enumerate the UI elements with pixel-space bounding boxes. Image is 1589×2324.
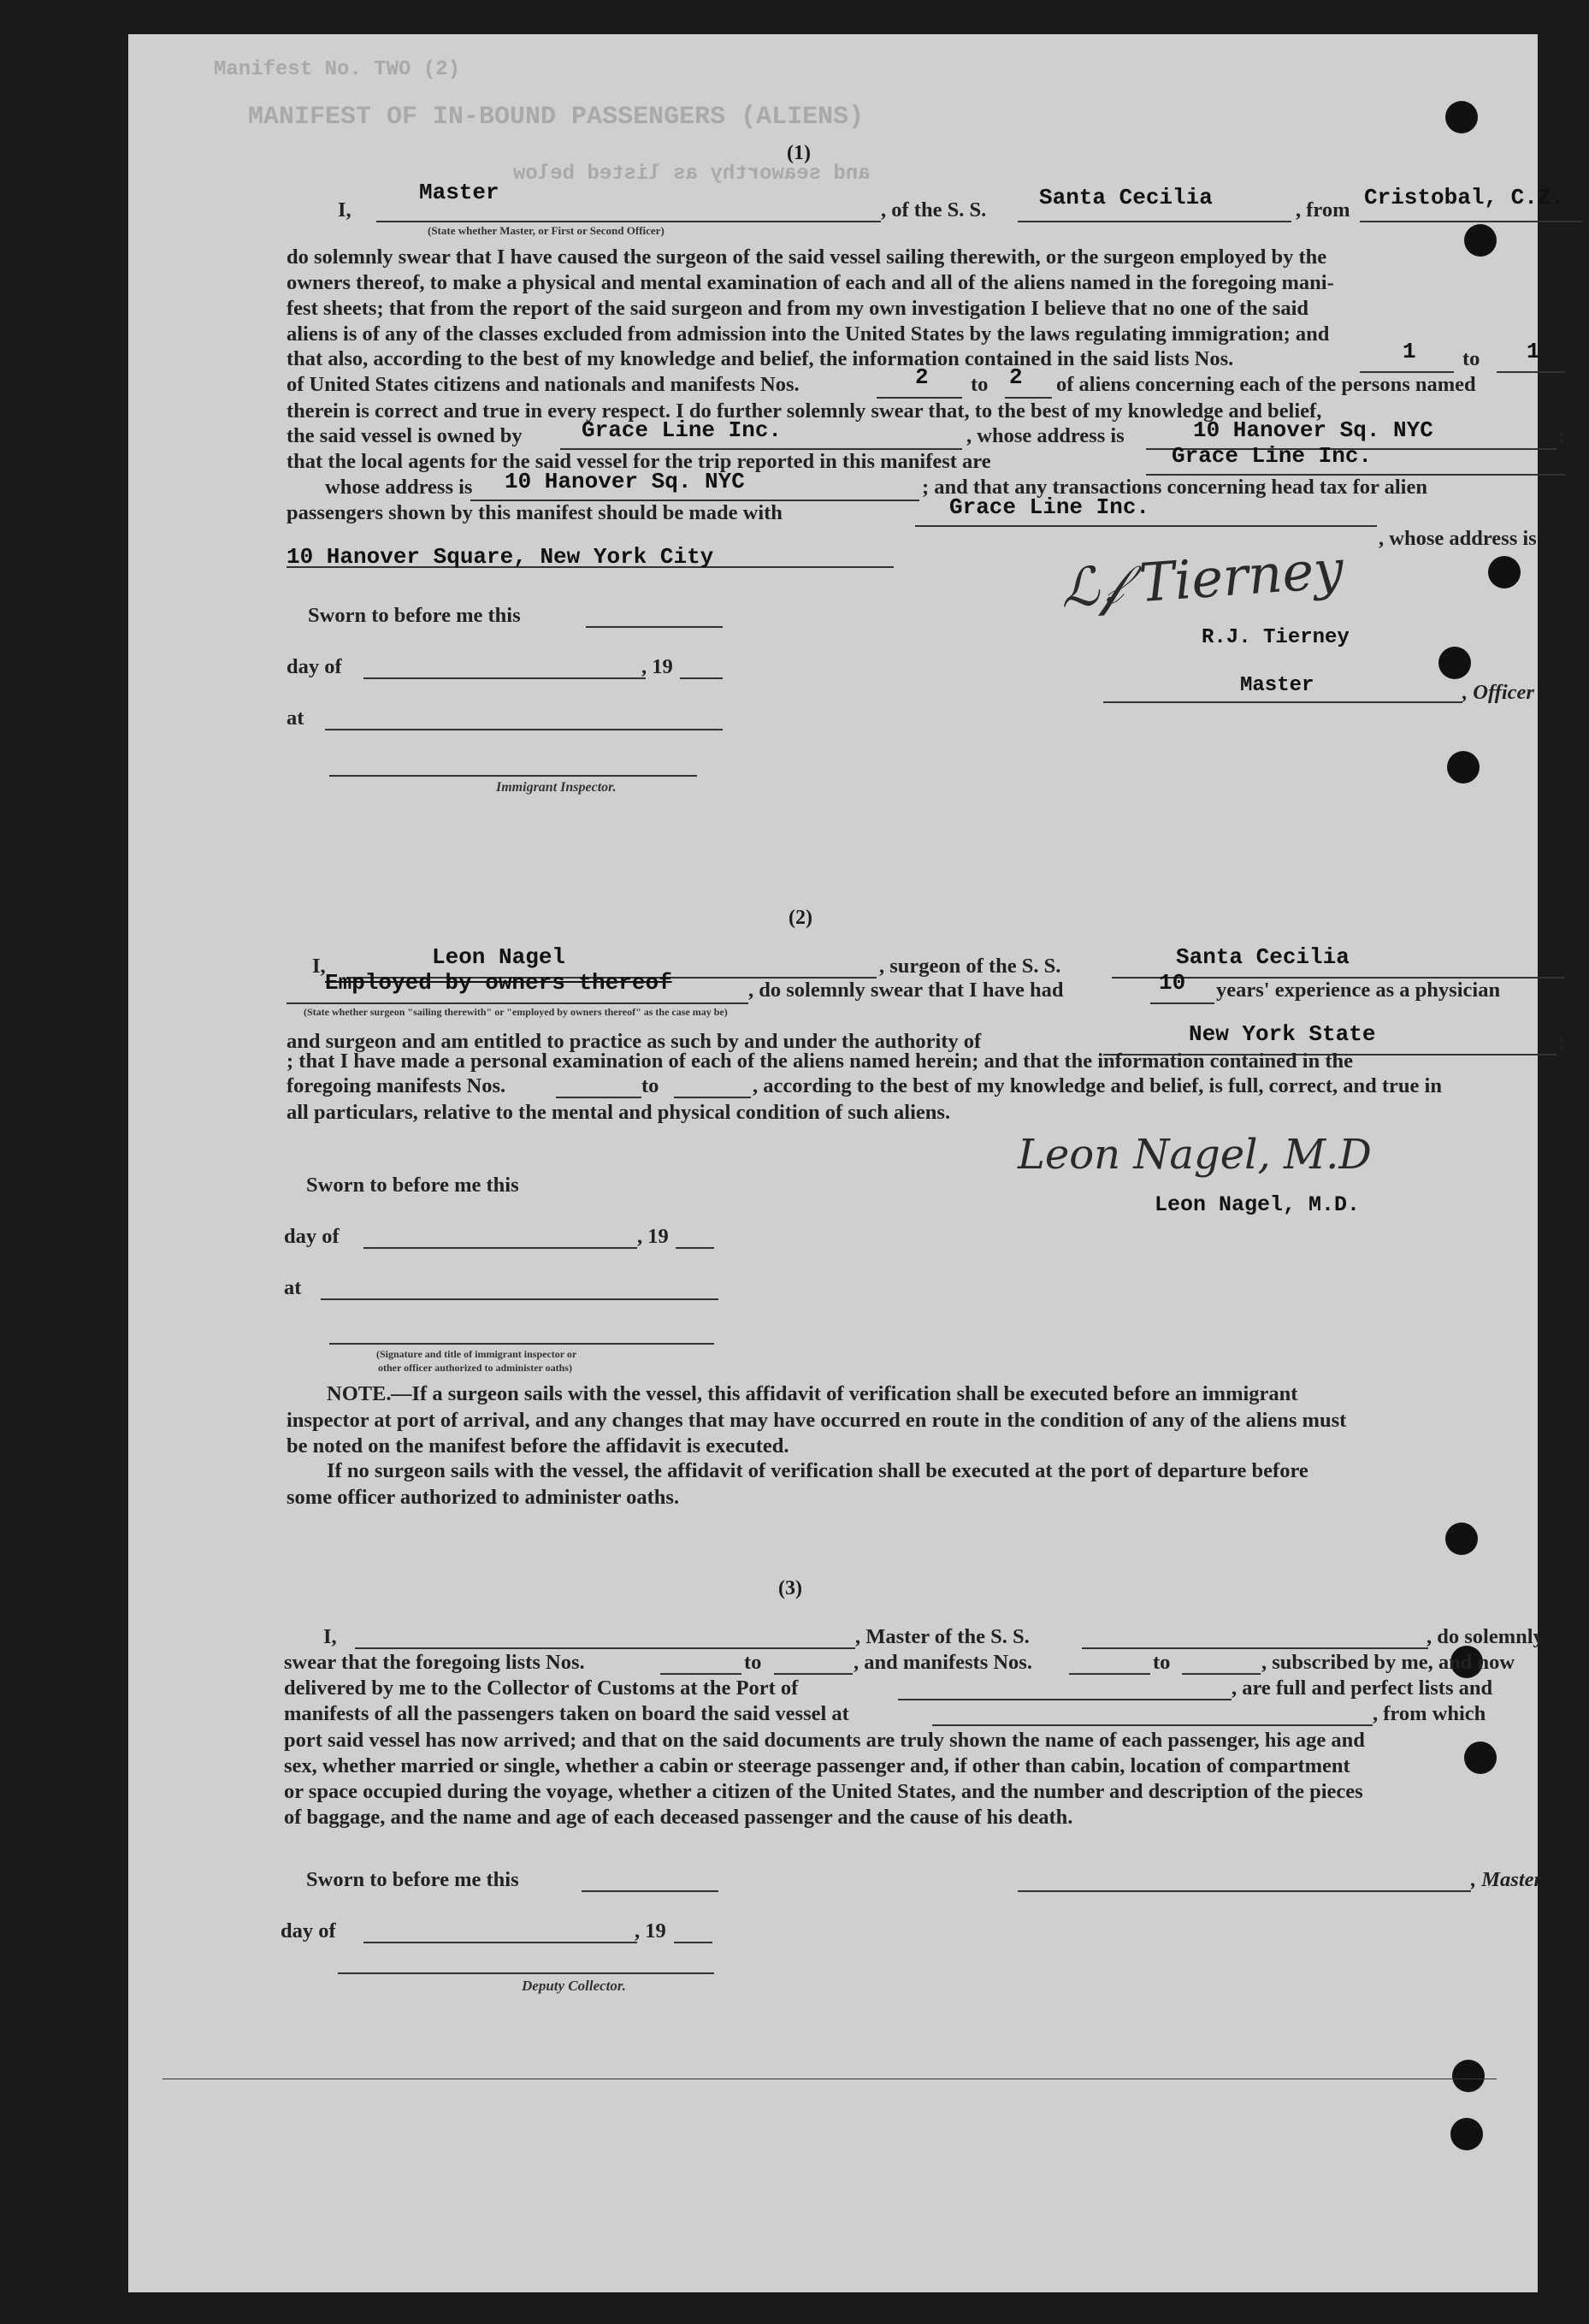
note-line-5: some officer authorized to administer oaths. [286,1486,680,1509]
s3-port-label: delivered by me to the Collector of Customs at the Port of [284,1676,799,1700]
to-label: to [971,373,989,396]
manifest-page [128,34,1566,2292]
deputy-caption: Deputy Collector. [522,1978,626,1994]
binder-hole [1445,1523,1478,1555]
faint-manifest-title: MANIFEST OF IN-BOUND PASSENGERS (ALIENS) [248,103,865,132]
s3-man-from-line [1069,1673,1150,1675]
year-label: , 19 [641,655,673,678]
sig-title-line [329,1343,714,1345]
head-tax-text: ; and that any transactions concerning head tax for alien [922,476,1427,499]
oath-line-4: aliens is of any of the classes excluded from admission into the United States by the laws regulating immigration; and [286,322,1330,346]
signer-name: R.J. Tierney [1202,626,1350,649]
lists-to: 1 [1527,339,1540,364]
surgeon-line-5b: , according to the best of my knowledge and belief, is full, correct, and true in [753,1074,1442,1097]
agents-address: 10 Hanover Sq. NYC [505,469,745,494]
oath-line-7: therein is correct and true in every respect. I do further solemnly swear that, to the best of my knowledge and belief, [286,399,1322,423]
sig-caption-2: other officer authorized to administer oaths) [378,1362,572,1374]
s3-line-8: of baggage, and the name and age of each deceased passenger and the cause of his death. [284,1806,1073,1829]
manifests-label: foregoing manifests Nos. [286,1074,506,1097]
s3-master-label: , Master of the S. S. [855,1625,1030,1648]
s3-manifests-label: , and manifests Nos. [854,1651,1032,1674]
surgeon-of-label: , surgeon of the S. S. [879,955,1061,978]
sig-caption-1: (Signature and title of immigrant inspector or [376,1348,577,1360]
note-line-2: inspector at port of arrival, and any changes that may have occurred en route in the condition of any of the aliens must [286,1409,1347,1432]
oath-line-6b: of aliens concerning each of the persons named [1056,373,1476,396]
s3-lists-from-line [660,1673,741,1675]
head-tax-party-line [915,525,1377,527]
s3-lists-to-line [774,1673,853,1675]
i-prefix: I, [338,198,351,222]
authority: New York State [1189,1021,1376,1047]
sworn-label: Sworn to before me this [306,1174,519,1197]
capacity-caption: (State whether surgeon "sailing therewith" or "employed by owners thereof" as the case may be) [304,1006,728,1018]
at-label: at [284,1276,302,1299]
from-label: , from [1296,198,1350,222]
of-ss-label: , of the S. S. [881,198,987,222]
signer-title: Master [1240,674,1314,697]
agents-address-label: whose address is [325,476,473,499]
binder-hole [1488,556,1521,588]
oath-line-1: do solemnly swear that I have caused the surgeon of the said vessel sailing therewith, or the surgeon employed by the [286,245,1327,269]
section-number-3: (3) [778,1577,802,1600]
signer-name: Leon Nagel, M.D. [1155,1192,1361,1217]
lists-to-line [1497,371,1565,373]
years: 10 [1159,970,1186,996]
at-line [325,729,723,730]
owned-by-label: the said vessel is owned by [286,424,523,447]
at-line [321,1298,718,1300]
s3-from-which-label: , from which [1373,1702,1486,1725]
year-line [674,1942,712,1943]
year-label: , 19 [635,1919,666,1943]
vessel-name: Santa Cecilia [1039,185,1213,210]
master-signature: ℒ𝒻 Tierney [1058,537,1346,620]
to-label: to [641,1074,659,1097]
day-of-label: day of [281,1919,336,1943]
s3-master-sign-line [1018,1890,1471,1892]
capacity-line [286,1002,748,1004]
semicolon: ; [1558,1030,1566,1053]
day-line [363,1942,637,1943]
lists-from: 1 [1403,339,1416,364]
head-tax-label: passengers shown by this manifest should be made with [286,501,783,524]
rank-caption: (State whether Master, or First or Second Officer) [428,224,665,237]
s3-vessel-at-label: manifests of all the passengers taken on board the said vessel at [284,1702,849,1725]
capacity: Employed by owners thereof [325,970,672,996]
s3-man-to-line [1182,1673,1261,1675]
s3-line-5: port said vessel has now arrived; and that on the said documents are truly shown the name of each passenger, his age and [284,1729,1365,1752]
section-number-1: (1) [787,142,811,164]
officer-line [1103,701,1462,703]
year-line [676,1247,714,1249]
binder-hole [1452,2060,1485,2092]
s3-perfect-label: , are full and perfect lists and [1232,1676,1493,1700]
s3-vessel-line [1082,1647,1428,1649]
note-line-4: If no surgeon sails with the vessel, the affidavit of verification shall be executed at the port of departure before [327,1459,1308,1482]
note-label: NOTE. [327,1382,392,1405]
authority-label: and surgeon and am entitled to practice as such by and under the authority of [286,1030,982,1053]
s3-subscribed-label: , subscribed by me, and now [1261,1651,1515,1674]
whose-address-label: , whose address is [966,424,1125,447]
man-to: 2 [1009,364,1023,390]
surgeon-name: Leon Nagel [432,944,566,970]
s3-port-line [898,1699,1232,1700]
to-label: to [744,1651,762,1674]
officer-rank: Master [419,180,499,205]
owner-address: 10 Hanover Sq. NYC [1193,417,1433,443]
binder-hole [1447,751,1480,784]
i-prefix: I, [312,955,326,978]
s3-lists-label: swear that the foregoing lists Nos. [284,1651,585,1674]
to-label: to [1153,1651,1171,1674]
s3-line-6: sex, whether married or single, whether a cabin or steerage passenger and, if other than cabin, location of compartment [284,1754,1350,1777]
binder-hole [1445,101,1478,133]
s3-master-title: , Master [1471,1868,1543,1891]
semicolon: ; [1558,424,1566,447]
surgeon-signature: Leon Nagel, M.D [1018,1131,1372,1179]
s3-line-7: or space occupied during the voyage, whether a citizen of the United States, and the number and description of the pieces [284,1780,1363,1803]
agents: Grace Line Inc. [1172,443,1373,469]
faint-manifest-number: Manifest No. TWO (2) [214,58,461,81]
day-of-label: day of [284,1225,340,1248]
sworn-line [586,626,723,628]
inspector-line [329,775,697,777]
section-number-2: (2) [789,907,812,929]
oath-line-2: owners thereof, to make a physical and mental examination of each and all of the aliens named in the foregoing mani- [286,271,1334,294]
owner: Grace Line Inc. [582,417,783,443]
manifests-from-line [556,1097,641,1098]
s3-vessel-at-line [932,1724,1373,1726]
experience-label: , do solemnly swear that I have had [748,979,1064,1002]
binder-hole [1438,647,1471,679]
from-port: Cristobal, C.Z. [1364,185,1565,210]
sworn-label: Sworn to before me this [306,1868,519,1891]
vessel-line [1018,221,1291,222]
year-line [680,677,723,679]
day-of-label: day of [286,655,342,678]
s3-name-line [355,1647,855,1649]
year-label: , 19 [637,1225,669,1248]
head-tax-address-label: , whose address is [1379,527,1537,550]
deputy-line [338,1972,714,1974]
agents-label: that the local agents for the said vessel for the trip reported in this manifest are [286,450,991,473]
s3-i-prefix: I, [323,1625,337,1648]
man-from: 2 [915,364,929,390]
to-label: to [1462,347,1480,370]
binder-hole [1450,2118,1483,2150]
day-line [363,1247,637,1249]
years-line [1150,1002,1214,1004]
surgeon-line-4: ; that I have made a personal examination of each of the aliens named herein; and that the information contained in the [286,1050,1353,1073]
inspector-caption: Immigrant Inspector. [496,780,617,795]
vessel-name: Santa Cecilia [1176,944,1350,970]
rank-line [376,221,881,222]
at-label: at [286,707,304,730]
oath-line-3: fest sheets; that from the report of the said surgeon and from my own investigation I believe that no one of the said [286,297,1308,320]
sworn-line [582,1890,718,1892]
faint-subtitle: and seaworthy as listed below [513,163,871,186]
from-line [1360,221,1582,222]
manifests-to-line [674,1097,751,1098]
officer-label: , Officer [1462,681,1534,704]
oath-line-5: that also, according to the best of my knowledge and belief, the information contained in the said lists Nos. [286,347,1234,370]
day-line [363,677,646,679]
experience-label-2: years' experience as a physician [1216,979,1501,1002]
surgeon-line-6: all particulars, relative to the mental and physical condition of such aliens. [286,1101,951,1124]
oath-line-6: of United States citizens and nationals and manifests Nos. [286,373,800,396]
head-tax-address: 10 Hanover Square, New York City [286,544,714,570]
note-line-1: —If a surgeon sails with the vessel, this affidavit of verification shall be executed before an immigrant [391,1382,1298,1405]
s3-solemnly-label: , do solemnly [1427,1625,1544,1648]
head-tax-party: Grace Line Inc. [949,494,1150,520]
sworn-label: Sworn to before me this [308,604,521,627]
note-line-3: be noted on the manifest before the affidavit is executed. [286,1434,789,1458]
